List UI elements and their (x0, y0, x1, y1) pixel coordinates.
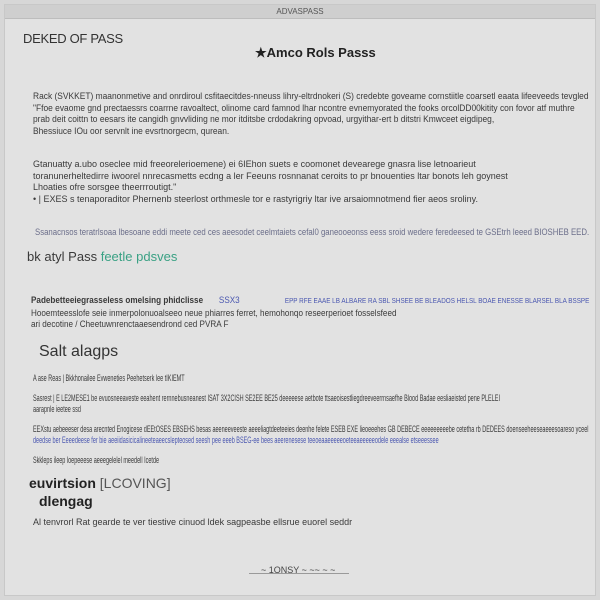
section2-heading (29, 475, 171, 491)
intro-line: Rack (SVKKET) maanonmetive and onrdiroul csfitaecitdes-nneuss lihry-eltrdnokeri (S) credebte goveame cornstiitle coarsetl eaata lifeeveeds tevgled (33, 91, 589, 101)
links-line: ari decotine / Cheetuwnrenctaaesendrond ced PVRA F (31, 319, 229, 329)
notes-line: Gtanuatty a.ubo oseclee mid freeorelerioemene) ei 6IEhon suets e coomonet devearege gnasra lise letnoarieut (33, 159, 476, 169)
section-heading: Salt alagps (39, 343, 119, 360)
intro-line: Bhessiuce IOu oor servnlt ine evsrtnorgecm, qurean. (33, 125, 230, 136)
links-tag[interactable]: SSX3 (218, 295, 240, 305)
detail-line: A ase Reas | Bkkhonailee Evweneties Peehetserk lee tIKIEMT (33, 373, 185, 383)
document-page (4, 4, 596, 596)
window-title: ADVASPASS (276, 7, 324, 16)
section2-accent: [LCOVING] (99, 475, 171, 491)
links-reference-link[interactable]: EPP RFE EAAE LB ALBARE RA SBL SHSEE BE BLEADOS HELSL BOAE ENESSE BLARSEL BLA BSSPE (284, 298, 590, 305)
document-title: ★Amco Rols Passs (255, 45, 376, 60)
intro-line: "Ffoe evaome gnd prectaessrs coarrne ravoaltect, olinome card famnod lhar ncontre evnemyorated the fooks orcolDD00kitity con fovor atf muthre (33, 102, 575, 113)
detail-line (33, 435, 588, 447)
detail-link[interactable]: deedse ber Eeeedeese fer bie aeeiidasicicalineeteaeecslepteosed seesh pee eeeb BSEG-ee bees aeerenesese teeoeaaeeeeeoeteeaeeeeeodele eeealse etseeessee (33, 435, 439, 445)
links-line: Hooemteesslofe seie inmerpolonuoalseeo neue phiarres ferret, hemohonqo reseerperioet fosselsfeed (31, 307, 397, 318)
final-line: Al tenvrorl Rat gearde te ver tiestive cinuod ldek sagpeasbe ellsrue euorel seddr (33, 517, 353, 527)
links-heading: Padebetteeiegrasseless omelsing phidclisse (31, 295, 204, 305)
brand-heading (27, 249, 177, 264)
meta-line: Ssanacnsos teratrlsoaa lbesoane eddi meete ced ces aeesodet ceelmtaiets cefal0 ganeooeonss eess sroid wedere feredeesed te GSEtrh leeed BIOSHEB EED. (35, 227, 590, 237)
section2-title: euvirtsion (29, 475, 96, 491)
intro-line: prab deit coittn to eesars ite cangidh gnvvliding ne mor itditsbe crdodakring opvoad, urgyithar-ert b ditstri Kmwceet eigdipeg, (33, 114, 495, 124)
intro-paragraph (33, 91, 589, 137)
footer-text: ~ 1ONSY ~ ~~ ~ ~ (261, 565, 336, 575)
notes-bullet: • | EXES s tenaporaditor Phernenb steerlost orthmesle tor e rastyrigriy ltar ive arsaiomnotmend fier aeos sroliny. (33, 193, 479, 204)
detail-line: Skkleps ileep loepeeese aeeegelelel meedell Icetde (33, 454, 160, 465)
section2-subheading: dlengag (39, 493, 93, 509)
detail-paragraph (33, 373, 588, 466)
detail-line: EEXstu aebeeeser desa arecnted Enogicese dEEtOSES EBSEHS besas aeeneeveeste aeeeliagtdeeteeies deenhe felete ESEB EXE lieoeeehes GB DEBECE eeeeeeeeebe cetetha rb DEDEES doenseeheeseaeeesoareso yceel (33, 423, 589, 434)
detail-line: aarapnle ieetee ssd (33, 404, 81, 414)
brand-tagline: feetle pdsves (100, 249, 178, 264)
links-block (31, 295, 589, 331)
brand-name: bk atyl Pass (27, 249, 98, 264)
notes-line: Lhoaties ofre sorsgee theerrroutigt." (33, 182, 177, 192)
notes-paragraph (33, 159, 508, 205)
document-header-label: DEKED OF PASS (23, 31, 123, 46)
notes-line: toranunerheltedirre iwoorel nnrecasmetts ecdng a ler Feeuns rosnnanat ceroits to pr bnouenties ltar bonots leh goynest (33, 170, 508, 181)
detail-line: Sasrest | E LE2MESE1 be evuosneeaveste eeahent rernnebusneanest ISAT 3X2CISH SE2EE BE25 deeeeese aetbote ttsaeoisestliegdreeveerrnsaefhe Blood Badae eesliaeisted pene PLELEI (33, 392, 500, 403)
window-title-bar (5, 5, 595, 19)
